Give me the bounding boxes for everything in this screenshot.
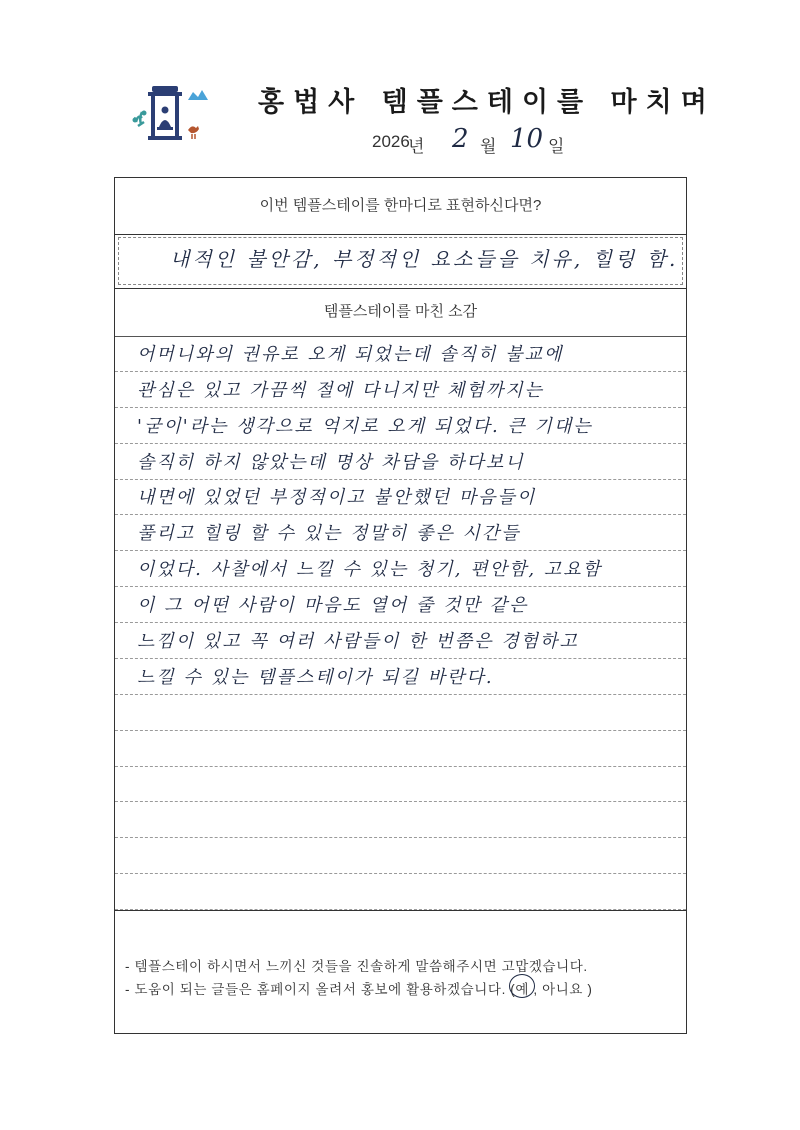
writing-line[interactable] <box>115 874 686 910</box>
writing-line[interactable] <box>115 408 686 444</box>
temple-logo-icon <box>126 82 216 144</box>
writing-line[interactable] <box>115 587 686 623</box>
note-consent <box>125 978 592 998</box>
handwritten-text: 풀리고 힐링 할 수 있는 정말히 좋은 시간들 <box>137 523 521 545</box>
handwritten-text: 이 그 어떤 사람이 마음도 열어 줄 것만 같은 <box>137 595 529 616</box>
date-day-unit: 일 <box>548 137 565 156</box>
handwritten-text: 솔직히 하지 않았는데 명상 차담을 하다보니 <box>137 451 525 473</box>
handwritten-text: '굳이'라는 생각으로 억지로 오게 되었다. 큰 기대는 <box>137 415 593 437</box>
writing-line[interactable] <box>115 838 686 874</box>
date-month-value: 2 <box>452 124 469 154</box>
writing-line[interactable] <box>115 480 686 516</box>
date-line <box>372 126 632 166</box>
date-year: 2026 <box>372 132 410 151</box>
handwritten-text: 이었다. 사찰에서 느낄 수 있는 청기, 편안함, 고요함 <box>137 559 602 581</box>
writing-line[interactable] <box>115 551 686 587</box>
consent-yes-label: 예 <box>515 982 530 997</box>
footer-notes <box>115 910 686 1035</box>
writing-line[interactable] <box>115 767 686 803</box>
handwritten-text: 느낄 수 있는 템플스테이가 되길 바란다. <box>137 666 494 688</box>
page-title: 홍법사 템플스테이를 마치며 <box>258 87 716 118</box>
writing-line[interactable] <box>115 802 686 838</box>
handwritten-text: 어머니와의 권유로 오게 되었는데 솔직히 불교에 <box>137 343 564 365</box>
date-year-unit: 년 <box>408 137 425 156</box>
note-consent-prefix: - 도움이 되는 글들은 홈페이지 올려서 홍보에 활용하겠습니다. ( <box>125 982 516 997</box>
reflection-lines[interactable] <box>115 336 686 910</box>
handwritten-text: 내면에 있었던 부정적이고 불안했던 마음들이 <box>137 487 537 509</box>
answer-one-text: 내적인 불안감, 부정적인 요소들을 치유, 힐링 함. <box>170 247 679 271</box>
writing-line[interactable] <box>115 515 686 551</box>
question-one: 이번 템플스테이를 한마디로 표현하신다면? <box>115 178 686 235</box>
writing-line[interactable] <box>115 444 686 480</box>
writing-line[interactable] <box>115 659 686 695</box>
date-day-value: 10 <box>510 124 544 154</box>
writing-line[interactable] <box>115 695 686 731</box>
date-month-unit: 월 <box>480 137 497 156</box>
note-consent-suffix: , 아니요 ) <box>529 982 593 997</box>
consent-yes-option[interactable] <box>515 978 529 998</box>
note-honesty: - 템플스테이 하시면서 느끼신 것들을 진솔하게 말씀해주시면 고맙겠습니다. <box>125 959 588 974</box>
handwritten-text: 느낌이 있고 꼭 여러 사람들이 한 번쯤은 경험하고 <box>137 630 579 652</box>
answer-one-box[interactable] <box>115 234 686 289</box>
handwritten-text: 관심은 있고 가끔씩 절에 다니지만 체험까지는 <box>137 379 544 401</box>
writing-line[interactable] <box>115 336 686 372</box>
reflection-form <box>114 177 687 1034</box>
section-heading: 템플스테이를 마친 소감 <box>115 288 686 337</box>
writing-line[interactable] <box>115 372 686 408</box>
writing-line[interactable] <box>115 623 686 659</box>
writing-line[interactable] <box>115 731 686 767</box>
